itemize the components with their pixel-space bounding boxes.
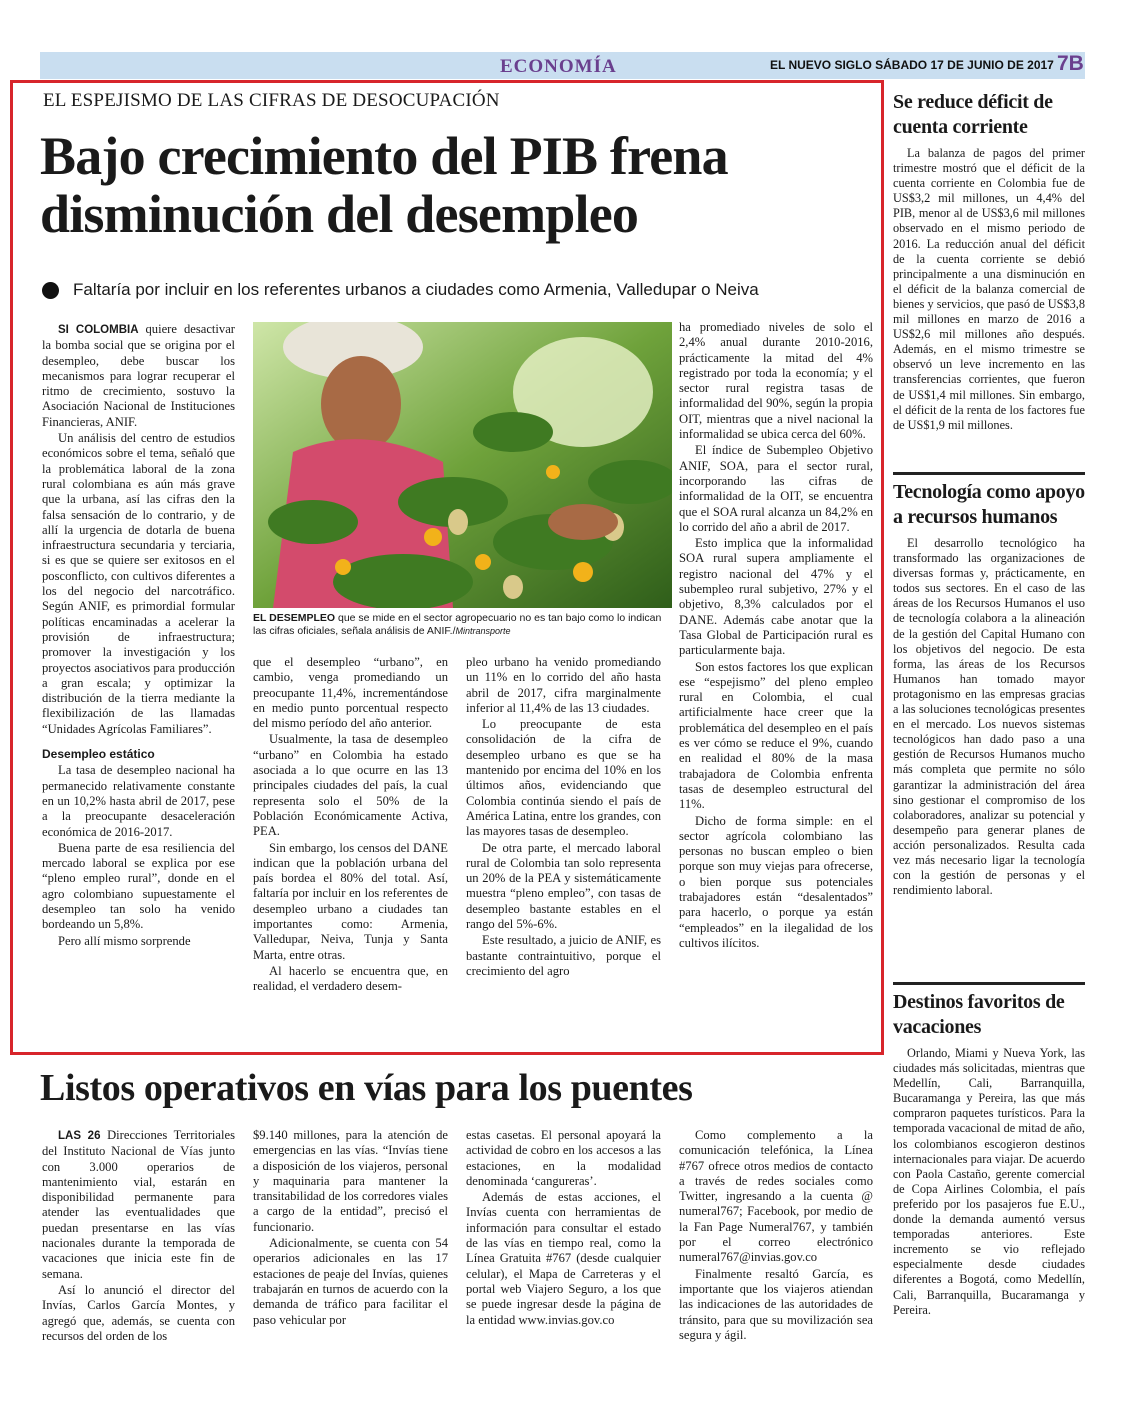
second-col-2	[253, 1128, 448, 1329]
second-col-3	[466, 1128, 661, 1329]
paragraph: $9.140 millones, para la atención de emergencias en las vías. “Invías tiene a disposición de los viajeros, personal y maquinaria para mantener la transitabilidad de los corredores viales a cargo de la entidad”, precisó el funcionario.	[253, 1128, 448, 1234]
main-col-3	[466, 655, 661, 980]
lead-words: SI COLOMBIA	[58, 324, 139, 336]
photo-caption	[253, 612, 672, 638]
brief-title: Se reduce déficit de cuenta corriente	[893, 91, 1053, 138]
paragraph: Buena parte de esa resiliencia del mercado laboral se explica por ese “pleno empleo rural”, donde en el agro colombiano supuestamente el desempleo tan solo ha venido bordeando un 5,8%.	[42, 840, 235, 932]
second-col-1	[42, 1128, 235, 1345]
page-number: 7B	[1057, 52, 1084, 75]
paragraph: Esto implica que la informalidad SOA rural supera ampliamente el registro nacional del 47% y el subempleo rural subjetivo, 27% y el objetivo, 8,3% calculados por el DANE. Además cabe anotar que la Tasa Global de Participación rural es particularmente baja.	[679, 536, 873, 658]
brief-title: Destinos favoritos de vacaciones	[893, 991, 1065, 1038]
sidebar-divider	[893, 982, 1085, 985]
paragraph: Son estos factores los que explican ese “espejismo” del pleno empleo rural en Colombia, el cual artificialmente hace creer que la problemática del desempleo en el país es ver cómo se reduce el 9%, cuando en realidad el 80% de la masa trabajadora de Colombia enfrenta tasas de desempleo estructural del 11%.	[679, 659, 873, 812]
lead-words: LAS 26	[58, 1130, 101, 1142]
paragraph: Al hacerlo se encuentra que, en realidad, el verdadero desem-	[253, 963, 448, 994]
paragraph: que el desempleo “urbano”, en cambio, venga promediando un preocupante 11,4%, incrementándose en medio punto porcentual respecto del mismo período del año anterior.	[253, 655, 448, 731]
paragraph: pleo urbano ha venido promediando un 11% en lo corrido del año hasta abril de 2017, cifra marginalmente inferior al 11,4% de las 13 ciudades.	[466, 655, 661, 715]
paragraph: Lo preocupante de esta consolidación de la cifra de desempleo urbano es que se ha mantenido por encima del 10% en los últimos años, evidenciando que Colombia continúa siendo el país de América Latina, entre los grandes, con las mayores tasas de desempleo.	[466, 717, 661, 839]
paragraph: ha promediado niveles de solo el 2,4% anual durante 2010-2016, prácticamente la mitad del 4% registrado por toda la economía; y el sector rural registra tasas de informalidad del 90%, según la propia OIT, mientras que a nivel nacional la informalidad se ubica cerca del 60%.	[679, 320, 873, 442]
section-name: ECONOMÍA	[500, 56, 617, 77]
farmer-photo	[253, 322, 672, 608]
bullet-icon	[42, 282, 59, 299]
paragraph: estas casetas. El personal apoyará la actividad de cobro en los accesos a las estaciones, en la modalidad denominada ‘cangureras’.	[466, 1128, 661, 1188]
brief-title: Tecnología como apoyo a recursos humanos	[893, 481, 1085, 528]
story-kicker: EL ESPEJISMO DE LAS CIFRAS DE DESOCUPACIÓN	[43, 90, 500, 111]
paragraph: Direcciones Territoriales del Instituto Nacional de Vías junto con 3.000 operarios de mantenimiento vial, estarán en disponibilidad permanente para atender las eventualidades que puedan presentarse en las vías nacionales durante la temporada de vacaciones que inicia este fin de semana.	[42, 1128, 235, 1281]
paper-date: EL NUEVO SIGLO SÁBADO 17 DE JUNIO DE 2017	[770, 58, 1054, 72]
paragraph: Dicho de forma simple: en el sector agrícola colombiano las personas no buscan empleo o bien porque son muy viejas para ofrecerse, o bien porque sus potenciales trabajadores están “desalentados” para hacerlo, o porque ya están “empleados” en la ilegalidad de los cultivos ilícitos.	[679, 813, 873, 950]
paragraph: De otra parte, el mercado laboral rural de Colombia tan solo representa un 20% de la PEA y sistemáticamente muestra “pleno empleo”, con tasas de desempleo bastante estables en el rango del 5%-6%.	[466, 840, 661, 932]
subheadline	[42, 280, 882, 300]
inline-subtitle: Desempleo estático	[42, 747, 155, 762]
sidebar-brief-3	[893, 990, 1085, 1318]
sidebar-divider	[893, 472, 1085, 475]
caption-lead: EL DESEMPLEO	[253, 612, 336, 624]
second-col-4	[679, 1128, 873, 1344]
paragraph: Este resultado, a juicio de ANIF, es bastante contraintuitivo, porque el crecimiento del agro	[466, 933, 661, 978]
paragraph: Pero allí mismo sorprende	[58, 933, 191, 948]
paragraph: Sin embargo, los censos del DANE indican que la población urbana del país bordea el 80% del total. Así, faltaría por incluir en los referentes de desempleo urbano a ciudades tan importantes como: Armenia, Valledupar, Neiva, Tunja y Santa Marta, entre otras.	[253, 840, 448, 962]
caption-text: que se mide en el sector agropecuario no es tan bajo como lo indican las cifras oficiales, señala análisis de ANIF./	[253, 612, 662, 637]
paragraph: Además de estas acciones, el Invías cuenta con herramientas de información para consultar el estado de las vías en tiempo real, como la Línea Gratuita #767 (desde cualquier celular), el Mapa de Carreteras y el portal web Viajero Seguro, a los que se puede ingresar desde la página de la entidad www.invias.gov.co	[466, 1190, 661, 1327]
paragraph: Como complemento a la comunicación telefónica, la Línea #767 ofrece otros medios de contacto a través de redes sociales como Twitter, ingresando a la cuenta @ numeral767; Facebook, por medio de la Fan Page Numeral767, y también por el correo electrónico numeral767@invias.gov.co	[679, 1128, 873, 1265]
sidebar-brief-1	[893, 90, 1085, 433]
paragraph: quiere desactivar la bomba social que se origina por el desempleo, debe buscar los mecanismos para lograr recuperar el ritmo de crecimiento, sostuvo la Asociación Nacional de Instituciones Financieras, ANIF.	[42, 322, 236, 429]
sidebar-brief-2	[893, 480, 1085, 898]
brief-body: Orlando, Miami y Nueva York, las ciudades más solicitadas, mientras que Medellín, Cali, Barranquilla, Bucaramanga y Pereira, las que más compraron paquetes turísticos. Para la temporada vacacional de mitad de año, los colombianos escogieron destinos internacionales para viajar. De acuerdo con Paola Castaño, gerente comercial de Copa Airlines Colombia, el país preferido por los pasajeros fue E.U., donde la demanda aumentó versus temporadas anteriores. Este incremento se vio reflejado especialmente desde ciudades diferentes a Bogotá, como Medellín, Cali, Barranquilla, Bucaramanga y Pereira.	[893, 1046, 1085, 1317]
main-headline: Bajo crecimiento del PIB frena disminución del desempleo	[40, 126, 728, 244]
paragraph: La tasa de desempleo nacional ha permanecido relativamente constante en un 10,2% hasta abril de 2017, pese a la preocupante desaceleración económica de 2016-2017.	[42, 763, 235, 839]
paragraph: Así lo anunció el director del Invías, Carlos García Montes, y agregó que, además, se cuenta con recursos del orden de los	[42, 1282, 235, 1343]
paragraph: Adicionalmente, se cuenta con 54 operarios adicionales en las 17 estaciones de peaje del Invías, quienes trabajarán en turnos de acuerdo con la demanda de tráfico para facilitar el paso vehicular por	[253, 1236, 448, 1327]
brief-body: La balanza de pagos del primer trimestre mostró que el déficit de la cuenta corriente en Colombia fue de US$3,2 mil millones, un 4,4% del PIB, menor al de US$3,6 mil millones observado en el mismo periodo de 2016. La reducción anual del déficit de la cuenta corriente se debió principalmente a una disminución en el déficit de la balanza comercial de bienes y servicios, que pasó de US$3,8 mil millones en marzo de 2016 a US$2,6 mil millones año después. Además, en el mismo trimestre se observó un leve incremento en las transferencias corrientes, que fueron de US$1,4 mil millones. Sin embargo, el déficit de la renta de los factores fue de US$1,9 mil millones.	[893, 146, 1085, 432]
second-headline: Listos operativos en vías para los puentes	[40, 1067, 693, 1109]
paragraph: Usualmente, la tasa de desempleo “urbano” en Colombia ha estado asociada a lo que ocurre en las 13 principales ciudades del país, la cual representa solo el 50% de la Población Económicamente Activa, PEA.	[253, 732, 448, 839]
brief-body: El desarrollo tecnológico ha transformado las organizaciones de diversas formas y, prácticamente, en todos sus sectores. En el caso de las áreas de los Recursos Humanos el uso de tecnología colabora a la alineación de la gestión del Capital Humano con los objetivos del negocio. De esta forma, las áreas de los Recursos Humanos han tomado mayor protagonismo en las empresas gracias a las soluciones tecnológicas presentes en el mercado. Los nuevos sistemas tecnológicos han dado paso a una gestión de Recursos Humanos mucho más completa que permite no sólo garantizar la administración del área sino gestionar el compromiso de los colaboradores, analizar su potencial y desempeño para generar planes de acción personalizados. Resulta cada vez más necesario ligar la tecnología con la gestión de personas y el rendimiento laboral.	[893, 536, 1085, 898]
main-col-1	[42, 322, 235, 950]
paragraph: Un análisis del centro de estudios económicos sobre el tema, señaló que la problemática laboral de la zona rural colombiana es aún más grave que la urbana, así las cifras den la falsa sensación de lo contrario, y de allí la urgencia de dotarla de buena infraestructura secundaria y terciaria, si es que se quiere ser exitosos en el posconflicto, con cultivos diferentes a los del negocio del narcotráfico. Según ANIF, es primordial formular políticas encaminadas a acelerar la provisión de infraestructura; promover la investigación y los proyectos asociativos para producción a gran escala; y optimizar la distribución de la tierra mediante la flexibilización de las llamadas “Unidades Agrícolas Familiares”.	[42, 431, 235, 736]
paragraph: Finalmente resaltó García, es importante que los viajeros atiendan las indicaciones de las autoridades de tránsito, para que su movilización sea segura y ágil.	[679, 1266, 873, 1342]
paragraph: El índice de Subempleo Objetivo ANIF, SOA, para el sector rural, incorporando las cifras de informalidad de la OIT, se encuentra que el SOA rural alcanza un 84,2% en lo corrido del año a abril de 2017.	[679, 443, 873, 534]
photo-credit: Mintransporte	[455, 626, 511, 636]
subheadline-text: Faltaría por incluir en los referentes urbanos a ciudades como Armenia, Valledupar o Neiva	[73, 280, 759, 299]
main-col-4	[679, 320, 873, 952]
main-col-2	[253, 655, 448, 996]
